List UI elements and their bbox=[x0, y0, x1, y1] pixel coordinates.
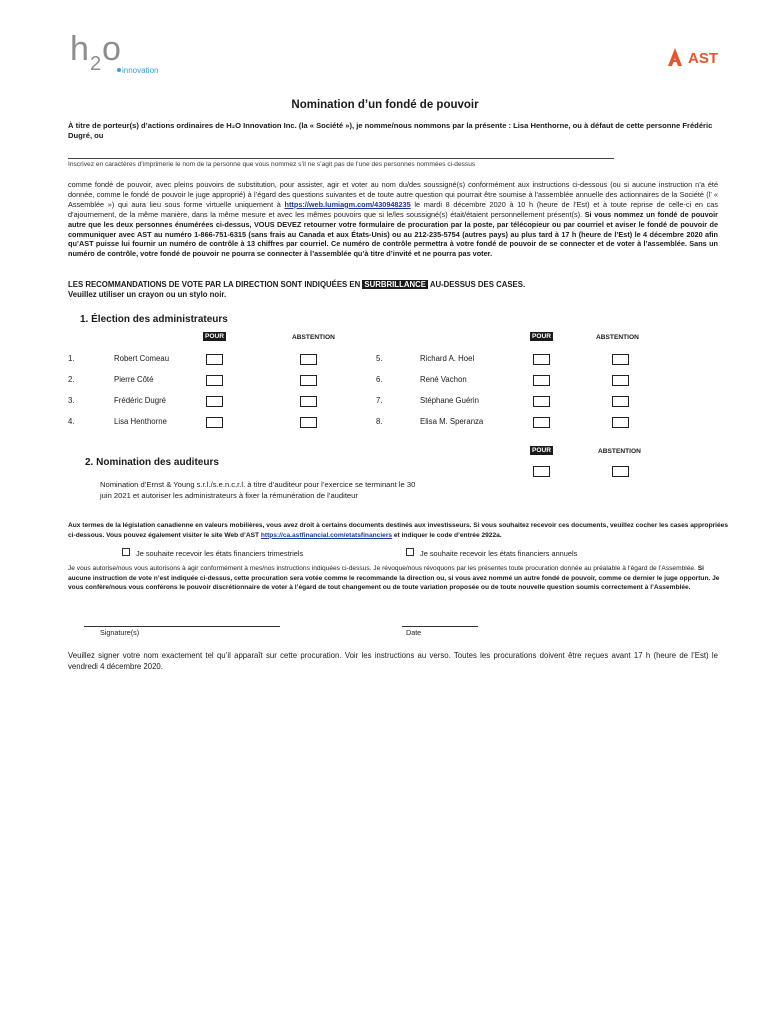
terms-bold-text: Si vous nommez un fondé de pouvoir autre que les deux personnes énumérées ci-dessus, VOUS DEVEZ retourner votre formulaire de procuration par la poste, par télécopieur ou par courriel et aviser le fondé de pouvoir de communiquer avec AST au numéro 1-866-751-6315 (sans frais au Canada et aux États-Unis) ou au 212-235-5754 (autres pays) au plus tard à 17 h (heure de l’Est) le 4 décembre 2020 afin qu’AST puisse lui fournir un numéro de contrôle à 13 chiffres par courriel. Ce numéro de contrôle permettra à votre fondé de pouvoir de se connecter et de voter à l’assemblée. Sans un numéro de contrôle, votre fondé de pouvoir ne pourra se connecter à l’assemblée qu’à titre d’invité et ne pourra pas voter. bbox=[68, 209, 719, 259]
date-field[interactable] bbox=[402, 626, 478, 627]
svg-text:2: 2 bbox=[90, 53, 102, 75]
proxy-name-caption: Inscrivez en caractères d’imprimerie le nom de la personne que vous nommez s’il ne s’agit pas de l’une des personnes nommées ci-dessus bbox=[68, 161, 476, 168]
abstention-checkbox[interactable] bbox=[612, 354, 629, 365]
financial-link[interactable]: https://ca.astfinancial.com/etatsfinanciers bbox=[260, 531, 393, 539]
director-name: Robert Comeau bbox=[114, 354, 170, 363]
pen-instruction: Veuillez utiliser un crayon ou un stylo noir. bbox=[68, 290, 227, 299]
abstention-checkbox[interactable] bbox=[612, 375, 629, 386]
director-name: Frédéric Dugré bbox=[114, 396, 166, 405]
director-num: 2. bbox=[68, 375, 75, 384]
financial-docs-notice: Aux termes de la législation canadienne en valeurs mobilières, vous avez droit à certains documents destinés aux investisseurs. Si vous souhaitez recevoir ces documents, veuillez cocher les cases appropriées ci-dessous. Vous pouvez également visiter le site Web d’AST https://ca.astfinancial.com/etatsfinanciers et indiquer le code d’entrée 2922a. bbox=[68, 522, 729, 539]
ast-logo bbox=[664, 44, 736, 70]
director-num: 4. bbox=[68, 417, 75, 426]
terms-text-2: le mardi 8 décembre 2020 à 10 h (heure de l’Est) et à toute reprise de celle-ci en cas d’ajournement, de la même manière, dans la même mesure et avec les mêmes pouvoirs que si le/les soussigné(s) était/étaient personnellement présent(s). bbox=[68, 199, 718, 219]
ast-mark-icon bbox=[668, 48, 682, 66]
appointment-intro: À titre de porteur(s) d’actions ordinaires de H₂O Innovation Inc. (la « Société »), je nomme/nous nommons par la présente : Lisa Henthorne, ou à défaut de cette personne Frédéric Dugré, ou bbox=[68, 121, 713, 140]
meeting-link[interactable]: https://web.lumiagm.com/430948235 bbox=[284, 199, 411, 209]
section-auditor-heading: 2. Nomination des auditeurs bbox=[85, 457, 219, 468]
director-num: 6. bbox=[376, 375, 383, 384]
h2o-innovation-logo bbox=[68, 26, 178, 78]
signature-label: Signature(s) bbox=[100, 628, 140, 637]
h2o-logo-subtext: innovation bbox=[122, 66, 159, 75]
pour-checkbox[interactable] bbox=[206, 375, 223, 386]
abstention-checkbox[interactable] bbox=[300, 396, 317, 407]
quarterly-option[interactable]: Je souhaite recevoir les états financiers trimestriels bbox=[122, 548, 303, 558]
svg-text:h: h bbox=[70, 30, 89, 68]
ast-logo-text: AST bbox=[688, 50, 718, 67]
director-num: 5. bbox=[376, 354, 383, 363]
col-pour-left: POUR bbox=[205, 333, 225, 340]
highlight-label: SURBRILLANCE bbox=[364, 280, 426, 289]
section-election-heading: 1. Élection des administrateurs bbox=[80, 314, 228, 325]
annual-checkbox[interactable] bbox=[406, 548, 414, 556]
terms-text-1: comme fondé de pouvoir, avec pleins pouvoirs de substitution, pour assister, agir et voter au nom du/des soussigné(s) conformément aux instructions ci-dessous (ou si aucune instruction n’a été donnée, comme le fondé de pouvoir le juge approprié) à l’égard des questions suivantes et de toute autre question qui pourrait être soumise à l’assemblée annuelle des actionnaires de la Société (l’ « Assemblée ») qui aura lieu sous forme virtuelle uniquement à bbox=[68, 180, 718, 209]
signature-field[interactable] bbox=[84, 626, 280, 627]
annual-option[interactable]: Je souhaite recevoir les états financiers annuels bbox=[406, 548, 577, 558]
abstention-checkbox[interactable] bbox=[300, 417, 317, 428]
col-abstention-right: ABSTENTION bbox=[596, 334, 639, 341]
director-name: Richard A. Hoel bbox=[420, 354, 475, 363]
pour-checkbox[interactable] bbox=[206, 417, 223, 428]
auditor-description: Nomination d’Ernst & Young s.r.l./s.e.n.c.r.l. à titre d’auditeur pour l’exercice se terminant le 30 juin 2021 et autoriser les administrateurs à fixer la rémunération de l’auditeur bbox=[100, 480, 416, 500]
director-name: Stéphane Guérin bbox=[420, 396, 479, 405]
proxy-terms-paragraph bbox=[68, 180, 718, 259]
signing-instructions: Veuillez signer votre nom exactement tel qu’il apparaît sur cette procuration. Voir les instructions au verso. Toutes les procurations doivent être reçues avant 17 h (heure de l’Est) le vendredi 4 décembre 2020. bbox=[68, 651, 718, 671]
abstention-checkbox[interactable] bbox=[612, 417, 629, 428]
director-name: Pierre Côté bbox=[114, 375, 154, 384]
auditor-abstention-checkbox[interactable] bbox=[612, 466, 629, 477]
auditor-col-pour: POUR bbox=[532, 447, 552, 454]
director-name: Lisa Henthorne bbox=[114, 417, 167, 426]
proxy-name-field[interactable] bbox=[68, 158, 614, 159]
date-label: Date bbox=[406, 628, 422, 637]
director-num: 1. bbox=[68, 354, 75, 363]
abstention-checkbox[interactable] bbox=[300, 354, 317, 365]
pour-checkbox[interactable] bbox=[533, 375, 550, 386]
pour-checkbox[interactable] bbox=[206, 396, 223, 407]
auditor-col-abstention: ABSTENTION bbox=[598, 448, 641, 455]
director-num: 3. bbox=[68, 396, 75, 405]
director-num: 7. bbox=[376, 396, 383, 405]
page-title: Nomination d’un fondé de pouvoir bbox=[291, 99, 479, 111]
abstention-checkbox[interactable] bbox=[300, 375, 317, 386]
abstention-checkbox[interactable] bbox=[612, 396, 629, 407]
pour-checkbox[interactable] bbox=[206, 354, 223, 365]
auditor-pour-checkbox[interactable] bbox=[533, 466, 550, 477]
quarterly-checkbox[interactable] bbox=[122, 548, 130, 556]
col-pour-right: POUR bbox=[532, 333, 552, 340]
authorization-paragraph: Je vous autorise/nous vous autorisons à agir conformément à mes/nos instructions indiquées ci-dessus. Je révoque/nous révoquons par les présentes toute procuration donnée au préalable à l’égard de l’Assemblée. Si aucune instruction de vote n’est indiquée ci-dessus, cette procuration sera votée comme le recommande la direction ou, si vous avez nommé un autre fondé de pouvoir, comme ce dernier le juge opportun. Je vous confère/nous vous conférons le pouvoir discrétionnaire de voter à l’égard de tout changement ou de toute variation proposée ou de toute nouvelle question soumis correctement à l’Assemblée. bbox=[68, 565, 720, 591]
pour-checkbox[interactable] bbox=[533, 417, 550, 428]
director-name: René Vachon bbox=[420, 375, 467, 384]
recommendation-notice: LES RECOMMANDATIONS DE VOTE PAR LA DIRECTION SONT INDIQUÉES EN SURBRILLANCE AU-DESSUS DES CASES. Veuillez utiliser un crayon ou un stylo noir. bbox=[68, 280, 526, 299]
director-name: Elisa M. Speranza bbox=[420, 417, 484, 426]
pour-checkbox[interactable] bbox=[533, 396, 550, 407]
col-abstention-left: ABSTENTION bbox=[292, 334, 335, 341]
director-num: 8. bbox=[376, 417, 383, 426]
svg-text:o: o bbox=[102, 30, 121, 68]
pour-checkbox[interactable] bbox=[533, 354, 550, 365]
